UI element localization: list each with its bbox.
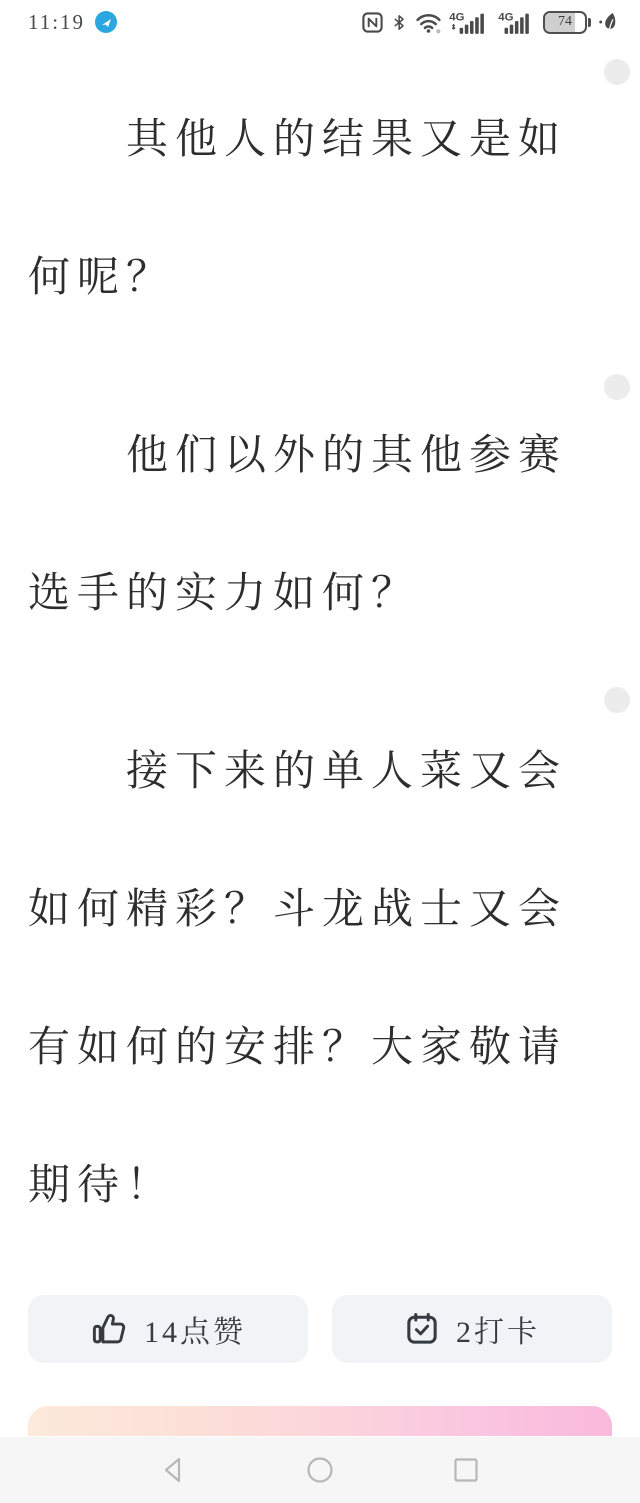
recents-key[interactable] [447,1451,485,1489]
notification-app-icon [95,11,117,33]
article-body [28,71,612,1255]
nfc-icon [361,11,384,34]
wifi-icon [415,10,442,35]
like-button[interactable] [28,1295,308,1363]
svg-text:4G: 4G [498,10,514,23]
clock: 11:19 [28,9,86,34]
scroll-indicator-dot [604,374,630,400]
home-key[interactable] [301,1451,339,1489]
action-button-row [28,1295,612,1363]
checkin-button[interactable] [332,1295,612,1363]
thumbs-up-icon [90,1310,128,1348]
promo-banner[interactable] [28,1406,612,1436]
battery-icon [543,11,587,34]
status-bar-right [361,9,618,36]
back-key[interactable] [155,1451,193,1489]
scroll-indicator-dot [604,687,630,713]
power-saving-leaf-icon [598,11,618,33]
article-paragraph-1: 其他人的结果又是如何呢？ [28,117,568,301]
signal-4g-sim1-icon [449,9,491,36]
calendar-check-icon [404,1311,440,1347]
status-bar [0,0,640,44]
article-paragraph-2: 他们以外的其他参赛选手的实力如何？ [28,433,568,617]
svg-text:4G: 4G [449,10,465,23]
article-paragraph-3: 接下来的单人菜又会如何精彩？斗龙战士又会有如何的安排？大家敬请期待！ [28,749,568,1209]
like-count-label: 14点赞 [144,1316,246,1349]
battery-indicator [543,11,591,34]
status-bar-left [28,10,117,35]
navigation-bar [0,1437,640,1503]
signal-4g-sim2-icon [498,9,536,36]
checkin-count-label: 2打卡 [456,1316,540,1349]
battery-nub [588,18,591,27]
battery-percent: 74 [558,14,572,29]
scroll-indicator-dot [604,59,630,85]
bluetooth-icon [391,11,408,34]
